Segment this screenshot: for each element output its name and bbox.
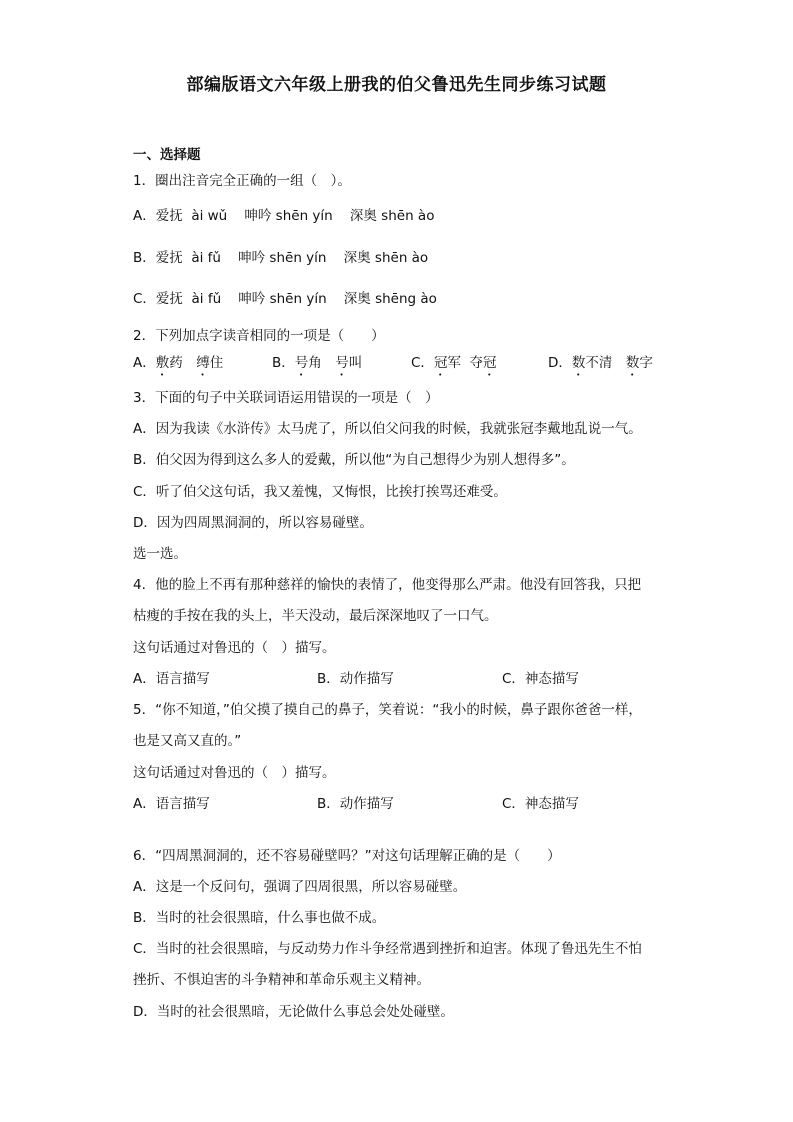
question-3-stem: 3．下面的句子中关联词语运用错误的一项是（ ）	[133, 390, 439, 406]
question-4-option-b: B．动作描写	[317, 671, 394, 687]
question-5-option-b: B．动作描写	[317, 796, 394, 812]
question-1-option-c: C．爱抚 ài fǔ 呻吟 shēn yín 深奥 shēng ào	[133, 291, 437, 307]
question-4-option-a: A．语言描写	[133, 671, 210, 687]
question-1-option-a: A．爱抚 ài wǔ 呻吟 shēn yín 深奥 shēn ào	[133, 208, 435, 224]
question-2-stem: 2．下列加点字读音相同的一项是（ ）	[133, 328, 385, 344]
question-2-option-d: D．数不清 数字	[548, 355, 653, 371]
question-6-option-b: B．当时的社会很黑暗，什么事也做不成。	[133, 910, 386, 926]
question-1-option-b: B．爱抚 ài fǔ 呻吟 shēn yín 深奥 shēn ào	[133, 250, 429, 266]
question-3-option-d: D．因为四周黑洞洞的，所以容易碰壁。	[133, 515, 373, 531]
question-3-option-a: A．因为我读《水浒传》太马虎了，所以伯父问我的时候，我就张冠李戴地乱说一气。	[133, 421, 642, 437]
section-heading-choice: 一、选择题	[133, 147, 201, 163]
question-1-stem: 1．圈出注音完全正确的一组（ ）。	[133, 173, 351, 189]
question-3-option-c: C．听了伯父这句话，我又羞愧，又悔恨，比挨打挨骂还难受。	[133, 484, 507, 500]
page-title: 部编版语文六年级上册我的伯父鲁迅先生同步练习试题	[186, 75, 607, 95]
question-6-option-c-line1: C．当时的社会很黑暗，与反动势力作斗争经常遇到挫折和迫害。体现了鲁迅先生不怕	[133, 941, 642, 957]
question-6-option-c-line2: 挫折、不惧迫害的斗争精神和革命乐观主义精神。	[133, 972, 430, 988]
question-5-option-a: A．语言描写	[133, 796, 210, 812]
question-4-stem-line2: 枯瘦的手按在我的头上，半天没动，最后深深地叹了一口气。	[133, 608, 498, 624]
question-5-stem-line2: 也是又高又直的。”	[133, 733, 242, 749]
question-4-option-c: C．神态描写	[502, 671, 579, 687]
question-3-option-b: B．伯父因为得到这么多人的爱戴，所以他“为自己想得少为别人想得多”。	[133, 452, 575, 468]
question-4-stem-line1: 4．他的脸上不再有那种慈祥的愉快的表情了，他变得那么严肃。他没有回答我，只把	[133, 577, 642, 593]
question-2-option-b: B．号角 号叫	[272, 355, 363, 371]
question-5-ask: 这句话通过对鲁迅的（ ）描写。	[133, 765, 336, 781]
question-2-option-a: A．敷药 缚住	[133, 355, 224, 371]
question-2-option-c: C．冠军 夺冠	[411, 355, 497, 371]
question-5-stem-line1: 5．“你不知道，”伯父摸了摸自己的鼻子，笑着说：“我小的时候，鼻子跟你爸爸一样，	[133, 702, 642, 718]
question-6-stem: 6．“四周黑洞洞的，还不容易碰壁吗？”对这句话理解正确的是（ ）	[133, 848, 561, 864]
question-6-option-a: A．这是一个反问句，强调了四周很黑，所以容易碰壁。	[133, 879, 467, 895]
question-5-option-c: C．神态描写	[502, 796, 579, 812]
section-heading-select: 选一选。	[133, 546, 187, 562]
question-6-option-d: D．当时的社会很黑暗，无论做什么事总会处处碰壁。	[133, 1004, 454, 1020]
question-4-ask: 这句话通过对鲁迅的（ ）描写。	[133, 640, 336, 656]
